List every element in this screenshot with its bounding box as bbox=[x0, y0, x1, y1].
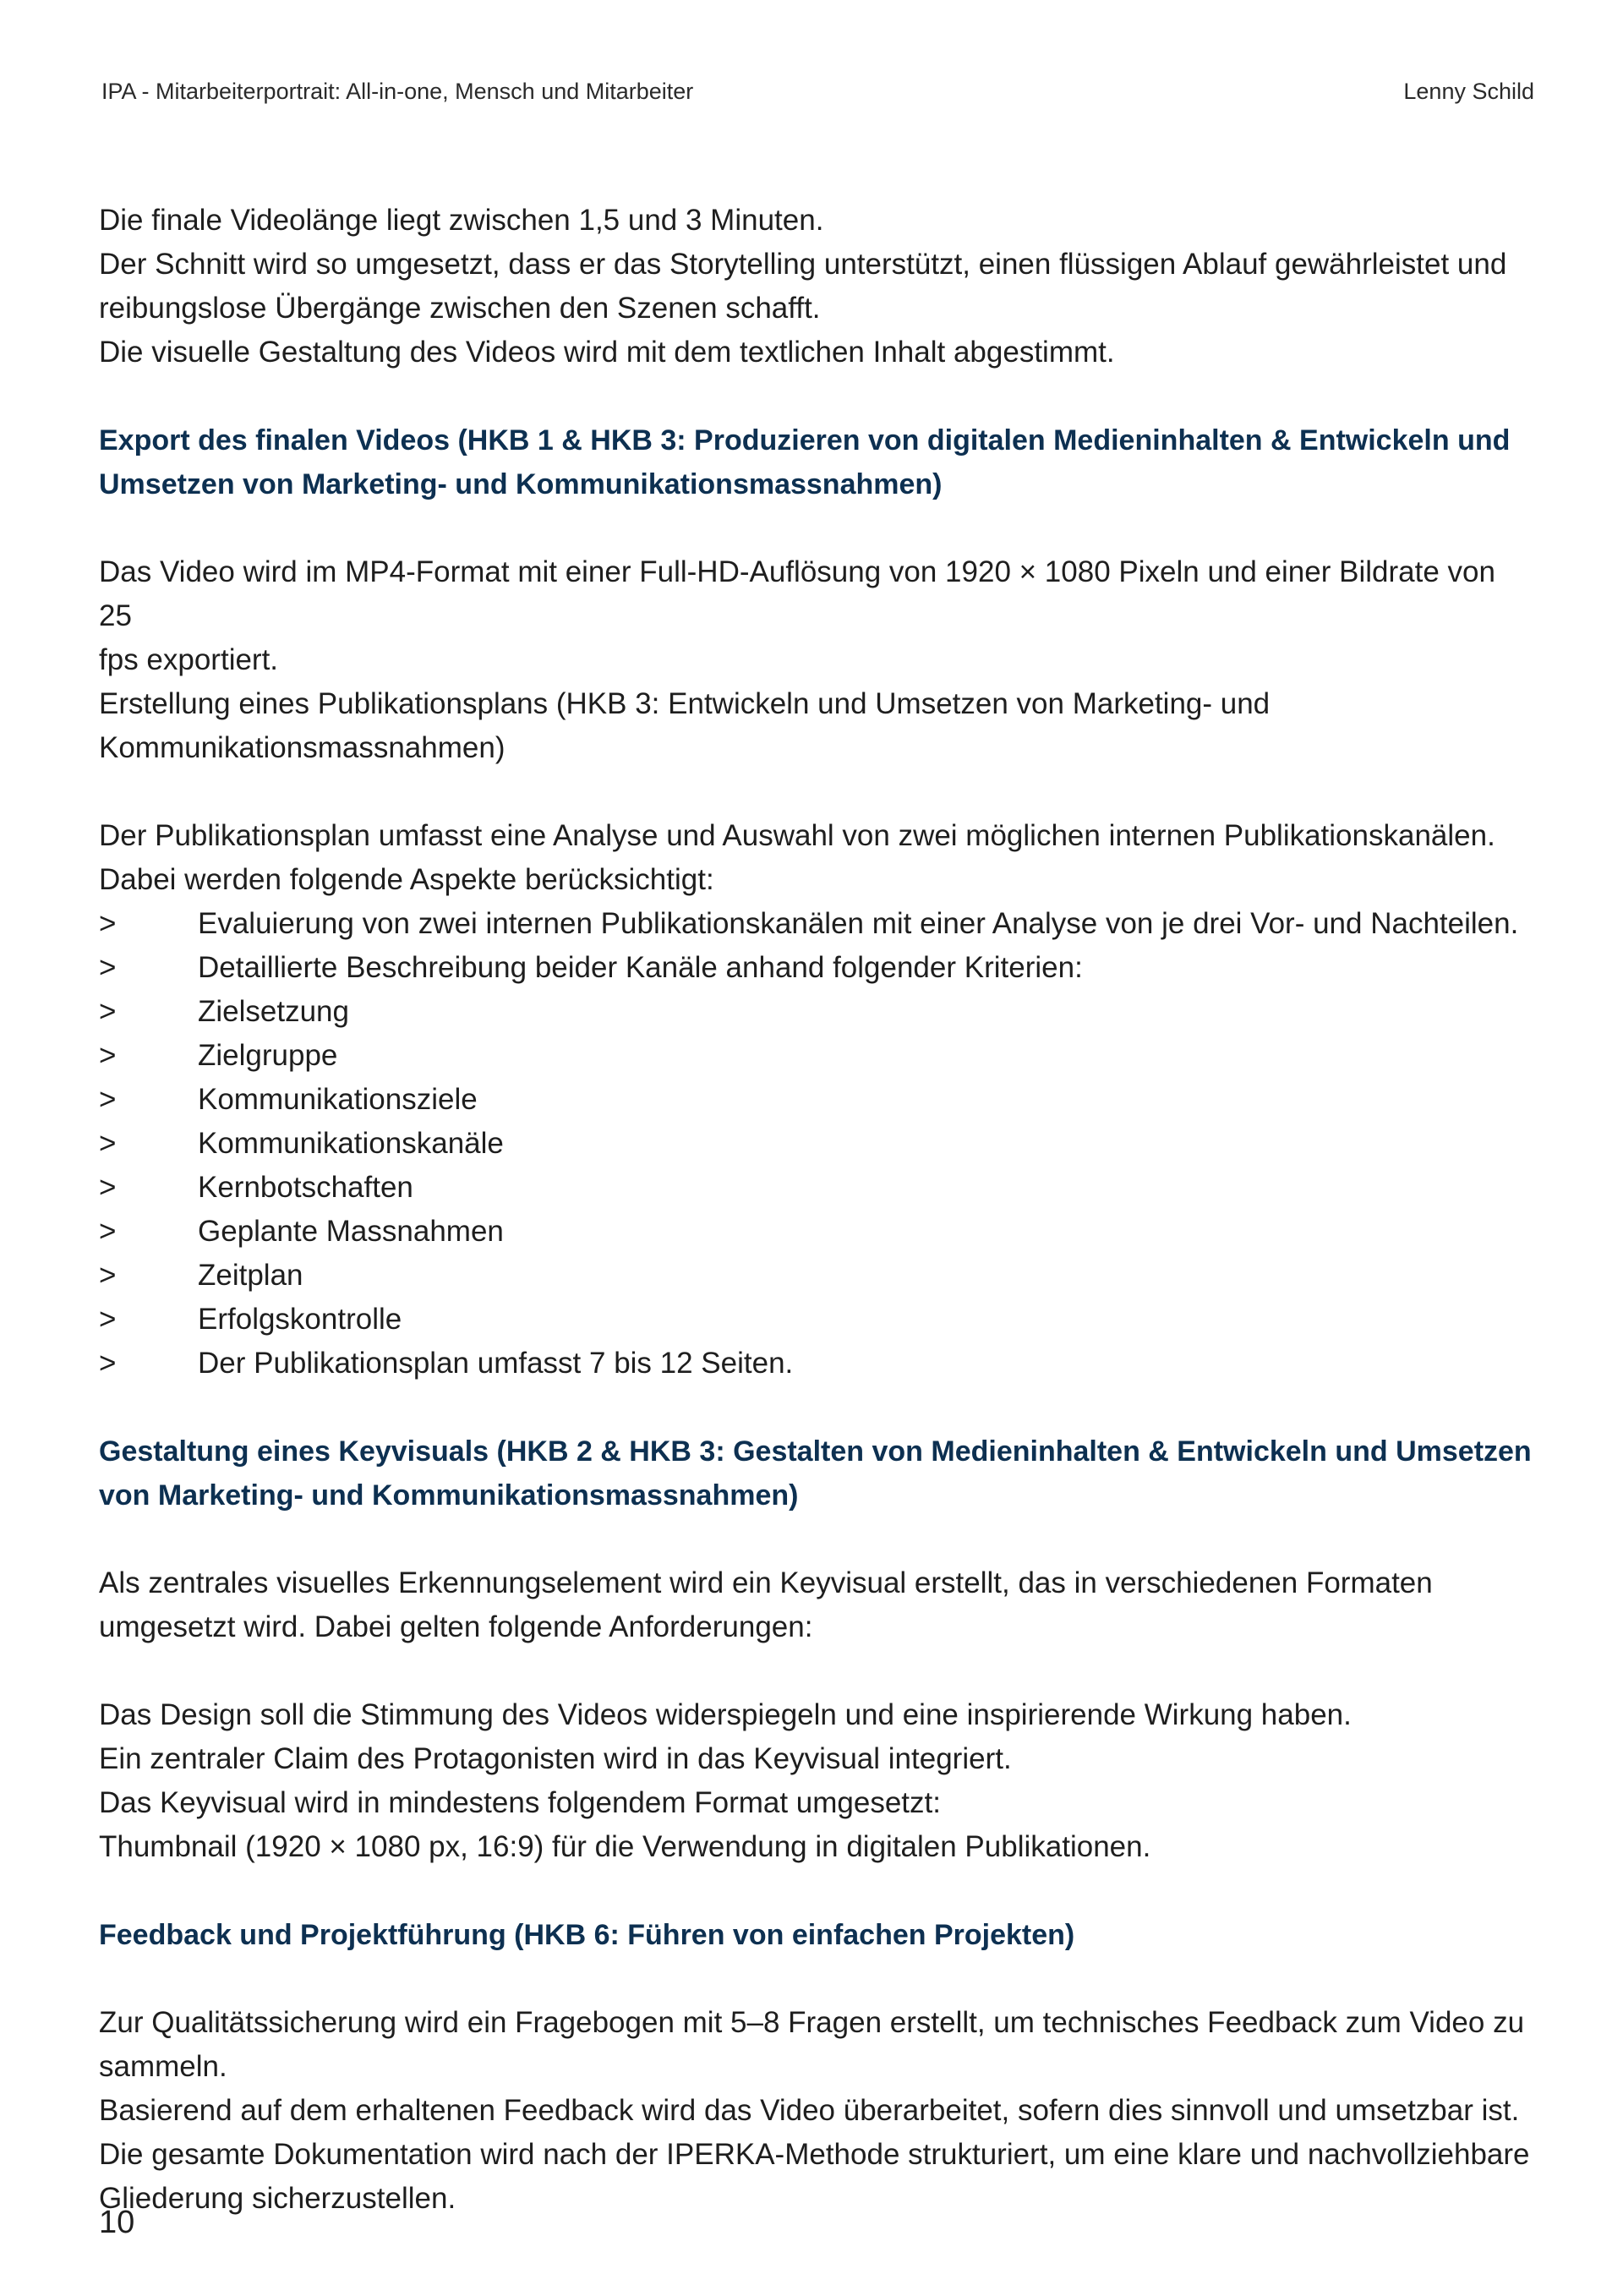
bullet-marker: > bbox=[99, 1039, 117, 1072]
bullet-marker: > bbox=[99, 1303, 117, 1336]
spacer bbox=[99, 1957, 1534, 2001]
section-export-heading bbox=[99, 418, 1534, 506]
section-heading-line: Feedback und Projektführung (HKB 6: Führen von einfachen Projekten) bbox=[99, 1919, 1075, 1951]
bullet-marker: > bbox=[99, 995, 117, 1028]
bullet-marker: > bbox=[99, 907, 117, 940]
bullet-marker: > bbox=[99, 1215, 117, 1248]
text-line: Dabei werden folgende Aspekte berücksichtigt: bbox=[99, 863, 714, 896]
text-line: Gliederung sicherzustellen. bbox=[99, 2182, 456, 2215]
header-author: Lenny Schild bbox=[1403, 78, 1534, 104]
text-line: Die finale Videolänge liegt zwischen 1,5 und 3 Minuten. bbox=[99, 204, 824, 237]
list-item-text: Erfolgskontrolle bbox=[198, 1303, 402, 1336]
section-export-body bbox=[99, 550, 1534, 770]
text-line: Ein zentraler Claim des Protagonisten wird in das Keyvisual integriert. bbox=[99, 1742, 1012, 1775]
text-line: Basierend auf dem erhaltenen Feedback wird das Video überarbeitet, sofern dies sinnvoll und umsetzbar ist. bbox=[99, 2094, 1520, 2127]
section-heading-line: Export des finalen Videos (HKB 1 & HKB 3: Produzieren von digitalen Medieninhalten & Entwickeln und bbox=[99, 424, 1511, 456]
page-header bbox=[101, 74, 1534, 108]
list-item bbox=[99, 946, 1534, 990]
spacer bbox=[99, 506, 1534, 550]
text-line: Zur Qualitätssicherung wird ein Fragebogen mit 5–8 Fragen erstellt, um technisches Feedback zum Video zu bbox=[99, 2006, 1525, 2039]
list-item-text: Kommunikationsziele bbox=[198, 1083, 478, 1116]
list-item-text: Zeitplan bbox=[198, 1259, 303, 1292]
spacer bbox=[99, 1869, 1534, 1913]
list-item-text: Kommunikationskanäle bbox=[198, 1127, 504, 1160]
section-keyvisual-body bbox=[99, 1561, 1534, 1649]
text-line: Der Publikationsplan umfasst eine Analyse und Auswahl von zwei möglichen internen Publikationskanälen. bbox=[99, 819, 1495, 852]
list-item-text: Detaillierte Beschreibung beider Kanäle anhand folgender Kriterien: bbox=[198, 951, 1083, 984]
spacer bbox=[99, 374, 1534, 418]
spacer bbox=[99, 1386, 1534, 1430]
section-feedback-body bbox=[99, 2001, 1534, 2221]
text-line: Das Design soll die Stimmung des Videos widerspiegeln und eine inspirierende Wirkung haben. bbox=[99, 1698, 1352, 1731]
list-item bbox=[99, 990, 1534, 1034]
bullet-marker: > bbox=[99, 1171, 117, 1204]
list-item-text: Geplante Massnahmen bbox=[198, 1215, 504, 1248]
text-line: umgesetzt wird. Dabei gelten folgende Anforderungen: bbox=[99, 1610, 813, 1643]
bullet-marker: > bbox=[99, 1127, 117, 1160]
list-item-text: Kernbotschaften bbox=[198, 1171, 413, 1204]
text-line: Das Video wird im MP4-Format mit einer Full-HD-Auflösung von 1920 × 1080 Pixeln und einer Bildrate von 25 bbox=[99, 555, 1495, 632]
text-line: Erstellung eines Publikationsplans (HKB 3: Entwickeln und Umsetzen von Marketing- und bbox=[99, 687, 1271, 720]
text-line: sammeln. bbox=[99, 2050, 227, 2083]
spacer bbox=[99, 1517, 1534, 1561]
text-line: Die gesamte Dokumentation wird nach der IPERKA-Methode strukturiert, um eine klare und nachvollziehbare bbox=[99, 2138, 1530, 2171]
list-item bbox=[99, 1210, 1534, 1254]
intro-paragraph bbox=[99, 199, 1534, 374]
bullet-marker: > bbox=[99, 951, 117, 984]
list-item bbox=[99, 1254, 1534, 1298]
list-item-text: Zielsetzung bbox=[198, 995, 349, 1028]
spacer bbox=[99, 1649, 1534, 1693]
text-line: Der Schnitt wird so umgesetzt, dass er das Storytelling unterstützt, einen flüssigen Ablauf gewährleistet und bbox=[99, 248, 1507, 281]
list-item-text: Zielgruppe bbox=[198, 1039, 338, 1072]
page-content bbox=[99, 199, 1534, 2221]
criteria-list bbox=[99, 902, 1534, 1386]
page-number: 10 bbox=[99, 2205, 135, 2240]
list-item bbox=[99, 1122, 1534, 1166]
list-item bbox=[99, 1342, 1534, 1386]
bullet-marker: > bbox=[99, 1347, 117, 1380]
list-item bbox=[99, 1166, 1534, 1210]
text-line: Kommunikationsmassnahmen) bbox=[99, 731, 505, 764]
list-item bbox=[99, 1078, 1534, 1122]
text-line: Als zentrales visuelles Erkennungselement wird ein Keyvisual erstellt, das in verschiedenen Formaten bbox=[99, 1566, 1433, 1599]
list-item-text: Evaluierung von zwei internen Publikationskanälen mit einer Analyse von je drei Vor- und Nachteilen. bbox=[198, 907, 1519, 940]
bullet-marker: > bbox=[99, 1259, 117, 1292]
list-item-text: Der Publikationsplan umfasst 7 bis 12 Seiten. bbox=[198, 1347, 794, 1380]
section-keyvisual-requirements bbox=[99, 1693, 1534, 1869]
bullet-marker: > bbox=[99, 1083, 117, 1116]
section-heading-line: Umsetzen von Marketing- und Kommunikationsmassnahmen) bbox=[99, 468, 943, 500]
text-line: Das Keyvisual wird in mindestens folgendem Format umgesetzt: bbox=[99, 1786, 941, 1819]
text-line: Die visuelle Gestaltung des Videos wird mit dem textlichen Inhalt abgestimmt. bbox=[99, 336, 1115, 369]
header-title: IPA - Mitarbeiterportrait: All-in-one, Mensch und Mitarbeiter bbox=[101, 78, 694, 104]
text-line: Thumbnail (1920 × 1080 px, 16:9) für die Verwendung in digitalen Publikationen. bbox=[99, 1830, 1151, 1863]
list-item bbox=[99, 1034, 1534, 1078]
section-keyvisual-heading bbox=[99, 1430, 1534, 1517]
spacer bbox=[99, 770, 1534, 814]
section-feedback-heading bbox=[99, 1913, 1534, 1957]
list-item bbox=[99, 1298, 1534, 1342]
list-item bbox=[99, 902, 1534, 946]
section-heading-line: von Marketing- und Kommunikationsmassnahmen) bbox=[99, 1479, 799, 1512]
section-heading-line: Gestaltung eines Keyvisuals (HKB 2 & HKB 3: Gestalten von Medieninhalten & Entwickeln und Umsetzen bbox=[99, 1435, 1532, 1468]
text-line: fps exportiert. bbox=[99, 643, 279, 676]
text-line: reibungslose Übergänge zwischen den Szenen schafft. bbox=[99, 292, 821, 325]
section-plan-body bbox=[99, 814, 1534, 902]
